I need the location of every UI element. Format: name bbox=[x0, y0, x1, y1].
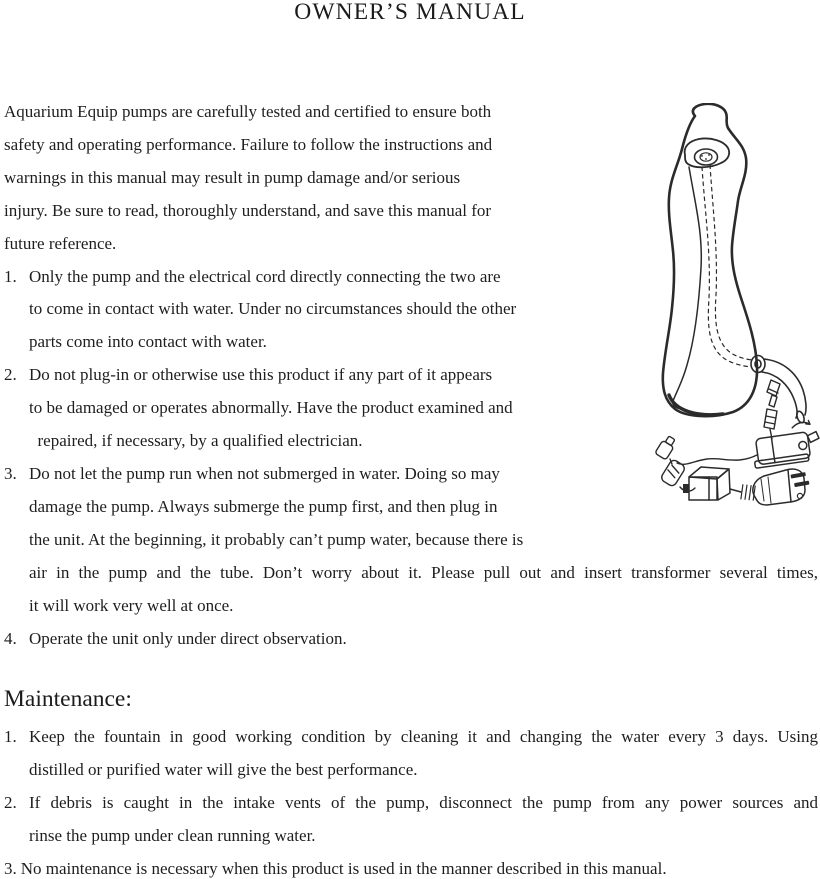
item-number: 2. bbox=[4, 365, 17, 385]
text-line: repaired, if necessary, by a qualified electrician. bbox=[29, 431, 363, 451]
text-line: Aquarium Equip pumps are carefully tested and certified to ensure both bbox=[4, 102, 492, 121]
text-line: damage the pump. Always submerge the pump first, and then plug in bbox=[29, 496, 498, 516]
maintenance-heading: Maintenance: bbox=[4, 686, 132, 712]
text-line: If debris is caught in the intake vents of the pump, disconnect the pump from any power sources and bbox=[29, 792, 818, 812]
maintenance-section bbox=[4, 683, 818, 879]
item-number: 4. bbox=[4, 628, 17, 648]
text-line: Keep the fountain in good working condition by cleaning it and changing the water every 3 days. Using bbox=[29, 727, 818, 746]
item-number: 3. bbox=[4, 858, 17, 878]
item-number: 1. bbox=[4, 727, 17, 746]
text-line: distilled or purified water will give the best performance. bbox=[29, 759, 418, 779]
text-line: Do not let the pump run when not submerged in water. Doing so may bbox=[29, 463, 500, 483]
text-line: future reference. bbox=[4, 233, 117, 253]
text-line: parts come into contact with water. bbox=[29, 332, 267, 352]
text-line: Only the pump and the electrical cord directly connecting the two are bbox=[29, 266, 501, 286]
text-line: rinse the pump under clean running water. bbox=[29, 825, 316, 845]
maintenance-item-3 bbox=[4, 853, 818, 879]
text-line: Do not plug-in or otherwise use this product if any part of it appears bbox=[29, 365, 493, 385]
text-line: to be damaged or operates abnormally. Have the product examined and bbox=[29, 398, 513, 418]
safety-item-4 bbox=[4, 623, 818, 656]
text-line: air in the pump and the tube. Don’t worry about it. Please pull out and insert transformer several times, bbox=[29, 562, 818, 582]
item-number: 1. bbox=[4, 266, 17, 286]
item-number: 2. bbox=[4, 792, 17, 812]
text-line: to come in contact with water. Under no circumstances should the other bbox=[29, 299, 517, 319]
safety-item-1 bbox=[4, 261, 818, 360]
text-line: safety and operating performance. Failure to follow the instructions and bbox=[4, 134, 493, 154]
text-line: injury. Be sure to read, thoroughly understand, and save this manual for bbox=[4, 200, 492, 220]
safety-item-3 bbox=[4, 458, 818, 623]
safety-section bbox=[4, 96, 818, 655]
text-line: warnings in this manual may result in pump damage and/or serious bbox=[4, 167, 461, 187]
intro-paragraph bbox=[4, 96, 818, 261]
safety-item-2 bbox=[4, 359, 818, 458]
text-line: No maintenance is necessary when this product is used in the manner described in this manual. bbox=[20, 858, 667, 878]
item-number: 3. bbox=[4, 463, 17, 483]
text-line: the unit. At the beginning, it probably can’t pump water, because there is bbox=[29, 529, 524, 549]
maintenance-item-1 bbox=[4, 721, 818, 787]
page-title: OWNER’S MANUAL bbox=[294, 0, 526, 25]
maintenance-item-2 bbox=[4, 787, 818, 853]
text-line: it will work very well at once. bbox=[29, 595, 234, 615]
text-line: Operate the unit only under direct observation. bbox=[29, 628, 347, 648]
